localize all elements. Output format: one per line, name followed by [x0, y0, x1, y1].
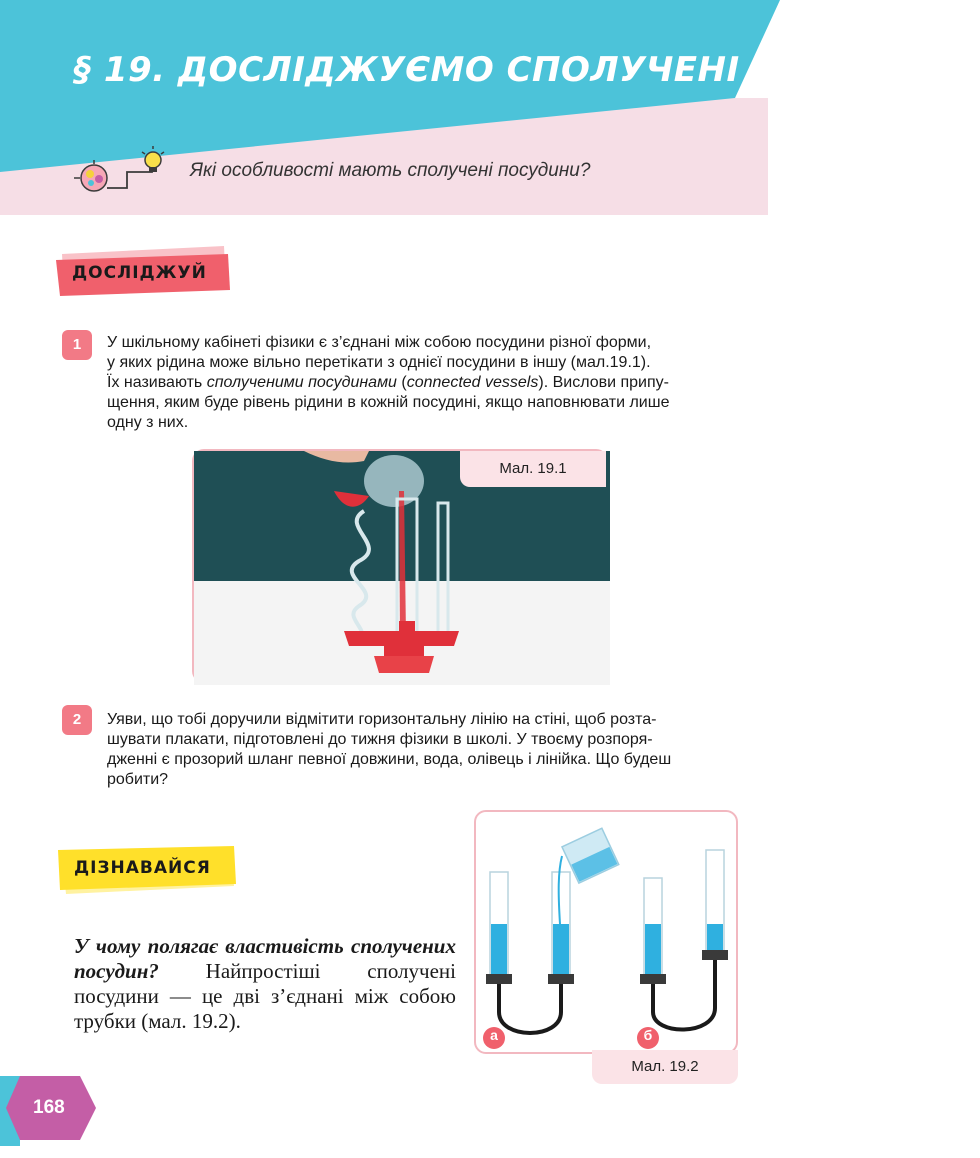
page-number: 168 — [33, 1097, 65, 1118]
learn-question: У чому полягає властивість сполучених посудин? — [74, 934, 456, 983]
label-a: а — [490, 1027, 498, 1043]
task-number-1: 1 — [62, 330, 92, 360]
task-1-text: У шкільному кабінеті фізики є з’єднані між собою посудини різної форми, у яких рідина може вільно перетікати з однієї посудини в іншу (мал.19.1). Їх називають сполученими посудинами (connected vessels). Вислови припу- щення, яким буде рівень рідини в кожній посудині, якщо наповнювати лише одну з них. — [107, 334, 670, 431]
figure-19-2 — [474, 810, 738, 1054]
task-number-2: 2 — [62, 705, 92, 735]
connected-tubes-diagram — [476, 812, 740, 1056]
task-2-text: Уяви, що тобі доручили відмітити горизонтальну лінію на стіні, щоб розта- шувати плакати, підготовлені до тижня фізики в школі. У твоєму розпоря- дженні є прозорий шланг певної довжини, вода, олівець і лінійка. Що будеш робити? — [107, 711, 672, 788]
label-b: б — [643, 1027, 653, 1043]
explore-tag — [56, 246, 232, 296]
figure-19-2-caption: Мал. 19.2 — [592, 1050, 738, 1084]
learn-paragraph: У чому полягає властивість сполучених посудин? Найпростіші сполучені посудини — це дві з’єднані між собою трубки (мал. 19.2). — [74, 934, 456, 1033]
figure-19-1 — [192, 449, 608, 683]
learn-tag — [58, 846, 238, 896]
figure-19-1-caption: Мал. 19.1 — [460, 451, 606, 487]
brain-lightbulb-icon — [72, 146, 172, 196]
explore-tag-label: ДОСЛІДЖУЙ — [72, 263, 207, 283]
section-title: § 19. ДОСЛІДЖУЄМО СПОЛУЧЕНІ ПОСУДИНИ — [74, 50, 980, 90]
learn-tag-label: ДІЗНАВАЙСЯ — [74, 858, 211, 878]
guiding-question: Які особливості мають сполучені посудини? — [190, 160, 591, 181]
